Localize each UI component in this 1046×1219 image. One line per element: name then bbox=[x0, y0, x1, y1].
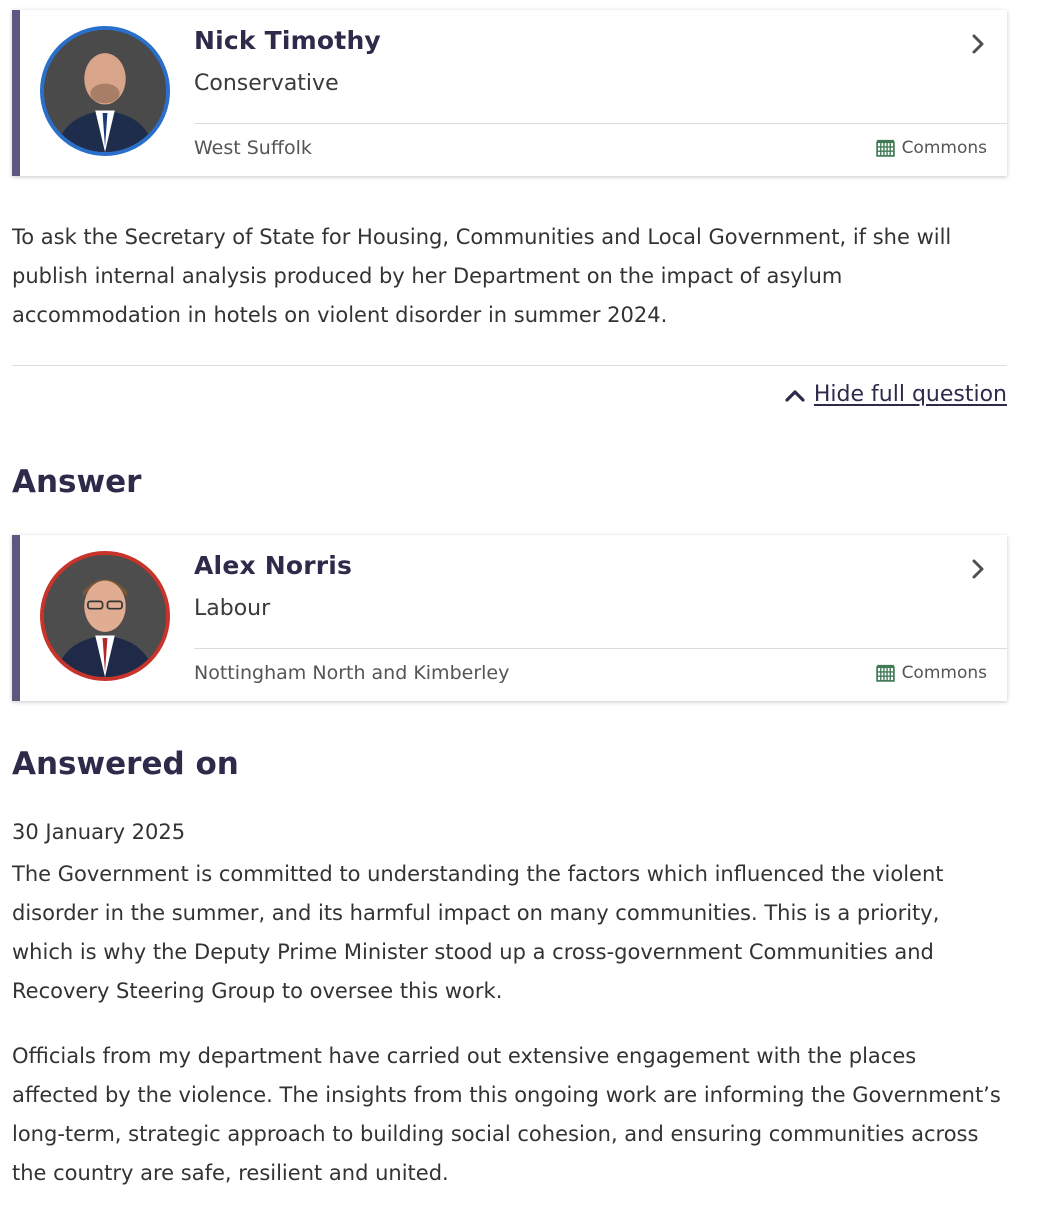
hide-full-question-link[interactable] bbox=[784, 382, 1007, 407]
member-photo-icon bbox=[44, 30, 166, 152]
house-label bbox=[875, 137, 987, 158]
question-text: To ask the Secretary of State for Housing, Communities and Local Government, if she will publish internal analysis produced by her Department on the impact of asylum accommodation in hotels on violent disorder in summer 2024. bbox=[12, 225, 952, 327]
member-party: Conservative bbox=[194, 71, 339, 96]
member-constituency: Nottingham North and Kimberley bbox=[194, 662, 510, 684]
answer-paragraph: Officials from my department have carried out extensive engagement with the places affected by the violence. The insights from this ongoing work are informing the Government’s long-term, strategic approach to building social cohesion, and ensuring communities across the country are safe, resilient and united. bbox=[12, 1044, 1001, 1185]
answer-heading: Answer bbox=[12, 464, 142, 500]
avatar bbox=[40, 26, 170, 156]
question-member-card[interactable] bbox=[12, 10, 1007, 176]
divider bbox=[12, 365, 1007, 366]
chevron-right-icon[interactable] bbox=[969, 32, 987, 56]
answer-date: 30 January 2025 bbox=[12, 820, 186, 844]
answer-body bbox=[12, 855, 1007, 1219]
house-label bbox=[875, 662, 987, 683]
hide-full-question-label[interactable]: Hide full question bbox=[813, 382, 1007, 407]
portcullis-icon bbox=[875, 662, 896, 683]
answer-member-card[interactable] bbox=[12, 535, 1007, 701]
member-constituency: West Suffolk bbox=[194, 137, 312, 159]
answer-paragraph: The Government is committed to understanding the factors which influenced the violent disorder in the summer, and its harmful impact on many communities. This is a priority, which is why the Deputy Prime Minister stood up a cross-government Communities and Recovery Steering Group to oversee this work. bbox=[12, 862, 944, 1003]
house-name: Commons bbox=[901, 137, 987, 158]
member-name[interactable]: Nick Timothy bbox=[194, 26, 381, 55]
chevron-right-icon[interactable] bbox=[969, 557, 987, 581]
portcullis-icon bbox=[875, 137, 896, 158]
card-divider bbox=[194, 123, 1007, 124]
card-divider bbox=[194, 648, 1007, 649]
member-party: Labour bbox=[194, 596, 271, 621]
chevron-up-icon bbox=[784, 387, 806, 403]
house-name: Commons bbox=[901, 662, 987, 683]
avatar bbox=[40, 551, 170, 681]
member-photo-icon bbox=[44, 555, 166, 677]
answered-on-heading: Answered on bbox=[12, 746, 239, 782]
member-name[interactable]: Alex Norris bbox=[194, 551, 353, 580]
